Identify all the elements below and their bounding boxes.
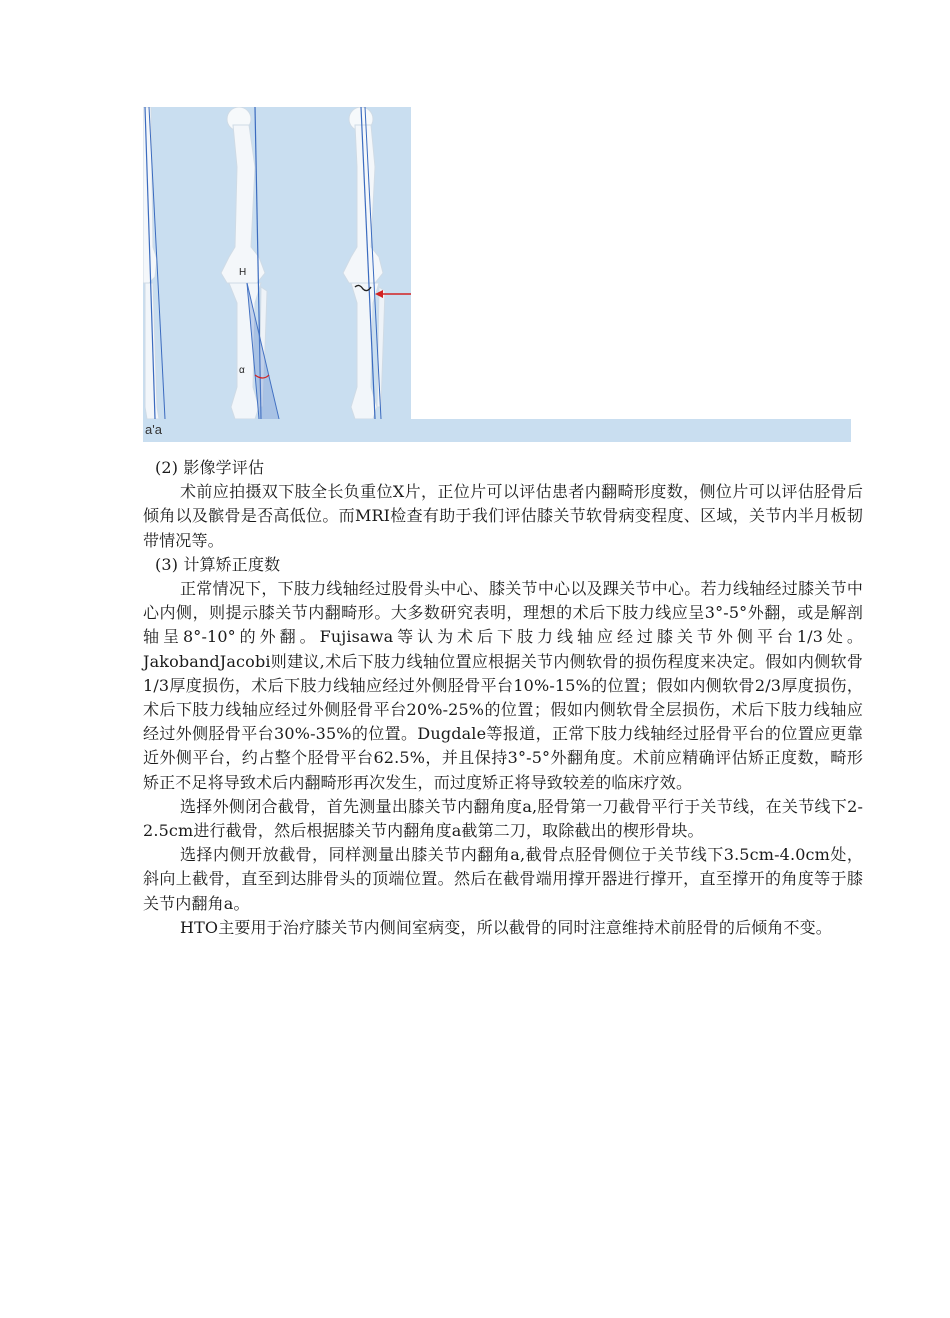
figure-knee-alignment bbox=[143, 107, 851, 442]
heading-imaging-assessment: (2) 影像学评估 bbox=[155, 458, 265, 477]
document-body bbox=[143, 456, 863, 940]
paragraph-medial-opening: 选择内侧开放截骨，同样测量出膝关节内翻角a,截骨点胫骨侧位于关节线下3.5cm-4.0cm处，斜向上截骨，直至到达腓骨头的顶端位置。然后在截骨端用撑开器进行撑开，直至撑开的角度等于膝关节内翻角a。 bbox=[143, 845, 863, 913]
figure-caption-strip bbox=[143, 419, 851, 442]
right-leg-bone bbox=[343, 107, 411, 419]
leg-alignment-drawing bbox=[143, 107, 411, 419]
middle-leg-bone bbox=[221, 107, 279, 419]
paragraph-hto: HTO主要用于治疗膝关节内侧间室病变，所以截骨的同时注意维持术前胫骨的后倾角不变。 bbox=[180, 917, 832, 937]
left-leg-bone bbox=[143, 107, 165, 419]
label-h: H bbox=[239, 267, 247, 278]
figure-caption: a'a bbox=[145, 422, 162, 437]
xray-illustration bbox=[143, 107, 411, 419]
label-alpha: α bbox=[239, 365, 245, 376]
paragraph-lateral-closing: 选择外侧闭合截骨，首先测量出膝关节内翻角度a,胫骨第一刀截骨平行于关节线，在关节线下2-2.5cm进行截骨，然后根据膝关节内翻角度a截第二刀，取除截出的楔形骨块。 bbox=[143, 796, 863, 841]
paragraph-imaging: 术前应拍摄双下肢全长负重位X片，正位片可以评估患者内翻畸形度数，侧位片可以评估胫骨后倾角以及髌骨是否高低位。而MRI检查有助于我们评估膝关节软骨病变程度、区域，关节内半月板韧带情况等。 bbox=[143, 482, 863, 550]
heading-correction-degree: (3) 计算矫正度数 bbox=[155, 554, 281, 574]
paragraph-correction: 正常情况下，下肢力线轴经过股骨头中心、膝关节中心以及踝关节中心。若力线轴经过膝关节中心内侧，则提示膝关节内翻畸形。大多数研究表明，理想的术后下肢力线应呈3°-5°外翻，或是解剖轴呈8°-10°的外翻。Fujisawa等认为术后下肢力线轴应经过膝关节外侧平台1/3处。JakobandJacobi则建议,术后下肢力线轴位置应根据关节内侧软骨的损伤程度来决定。假如内侧软骨1/3厚度损伤，术后下肢力线轴应经过外侧胫骨平台10%-15%的位置；假如内侧软骨2/3厚度损伤，术后下肢力线轴应经过外侧胫骨平台20%-25%的位置；假如内侧软骨全层损伤，术后下肢力线轴应经过外侧胫骨平台30%-35%的位置。Dugdale等报道，正常下肢力线轴经过胫骨平台的位置应更靠近外侧平台，约占整个胫骨平台62.5%，并且保持3°-5°外翻角度。术前应精确评估矫正度数，畸形矫正不足将导致术后内翻畸形再次发生，而过度矫正将导致较差的临床疗效。 bbox=[143, 579, 863, 792]
